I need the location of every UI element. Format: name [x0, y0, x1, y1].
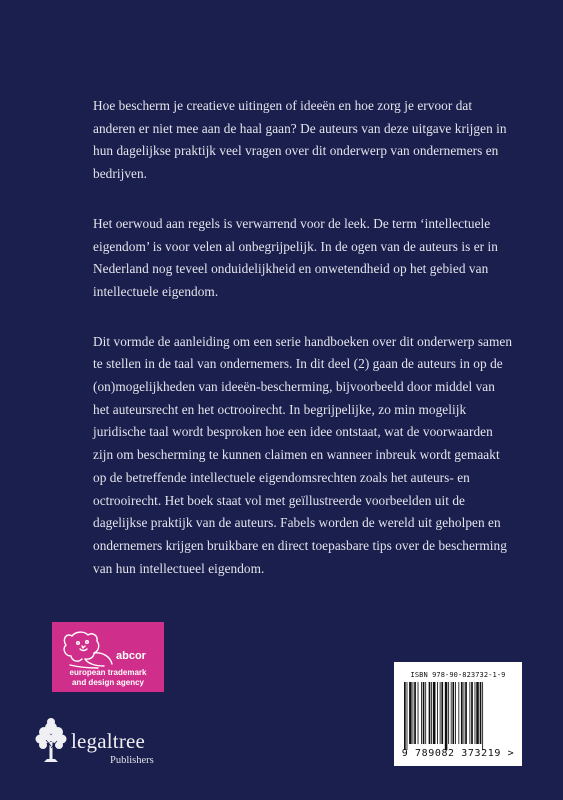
- abcor-brand: abcor: [116, 650, 146, 662]
- barcode-bar: [458, 682, 459, 744]
- barcode-bar: [471, 682, 473, 744]
- barcode-bar: [469, 682, 470, 744]
- isbn-barcode: [394, 662, 522, 766]
- barcode-bar: [431, 682, 432, 744]
- barcode-bar: [480, 682, 482, 744]
- barcode-bar: [437, 682, 438, 744]
- barcode-bar: [445, 682, 448, 750]
- barcode-bar: [448, 682, 449, 744]
- isbn-label: ISBN 978-90-823732-1-9: [410, 671, 506, 679]
- publisher-name: legaltree: [71, 729, 146, 753]
- barcode-bar: [455, 682, 456, 744]
- lion-icon: [58, 626, 116, 672]
- blurb-paragraph-1: Hoe bescherm je creatieve uitingen of ideeën en hoe zorg je ervoor dat anderen er niet mee aan de haal gaan? De auteurs van deze uitgave krijgen in hun dagelijkse praktijk veel vragen over dit onderwerp van ondernemers en bedrijven.: [93, 98, 507, 182]
- barcode-bar: [418, 682, 419, 744]
- barcode-bar: [440, 682, 441, 744]
- publisher-logo: [34, 716, 174, 774]
- barcode-bar: [423, 682, 425, 744]
- barcode-bar: [482, 682, 483, 750]
- barcode-bar: [461, 682, 463, 744]
- abcor-logo: [52, 622, 164, 692]
- barcode-bar: [441, 682, 443, 744]
- barcode-bar: [413, 682, 414, 744]
- barcode-bar: [414, 682, 416, 744]
- barcode-bar: [409, 682, 412, 744]
- barcode-bar: [476, 682, 479, 744]
- barcode-bars: [403, 682, 509, 750]
- barcode-bar: [451, 682, 452, 744]
- barcode-bar: [425, 682, 426, 744]
- blurb-text: [93, 95, 513, 607]
- barcode-bar: [433, 682, 436, 744]
- barcode-bar: [429, 682, 431, 744]
- tree-icon: [34, 716, 68, 766]
- barcode-bar: [464, 682, 465, 744]
- barcode-digits: 9 789082 373219 >: [401, 748, 515, 759]
- barcode-bar: [404, 682, 406, 750]
- blurb-paragraph-2: Het oerwoud aan regels is verwarrend voor de leek. De term ‘intellectuele eigendom’ is voor velen al onbegrijpelijk. In de ogen van de auteurs is er in Nederland nog teveel onduidelijkheid en onwetendheid op het gebied van intellectuele eigendom.: [93, 215, 498, 299]
- publisher-subtitle: Publishers: [110, 755, 154, 766]
- barcode-bar: [465, 682, 467, 744]
- barcode-bar: [475, 682, 476, 744]
- blurb-paragraph-3: Dit vormde de aanleiding om een serie handboeken over dit onderwerp samen te stellen in de taal van ondernemers. In dit deel (2) gaan de auteurs in op de (on)mogelijkheden van ideeën-bescherming, bijvoorbeeld door middel van het auteursrecht en het octrooirecht. In begrijpelijke, zo min mogelijk juridische taal wordt besproken hoe een idee ontstaat, wat de voorwaarden zijn om bescherming te kunnen claimen en wanneer inbreuk wordt gemaakt op de betreffende intellectuele eigendomsrechten zoals het auteurs- en octrooirecht. Het boek staat vol met geïllustreerde voorbeelden uit de dagelijkse praktijk van de auteurs. Fabels worden de wereld uit geholpen en ondernemers krijgen bruikbare en direct toepasbare tips over de bescherming van hun intellectueel eigendom.: [93, 333, 513, 576]
- barcode-bar: [407, 682, 408, 750]
- barcode-bar: [452, 682, 454, 744]
- abcor-tagline-line2: and design agency: [71, 678, 145, 687]
- barcode-bar: [421, 682, 422, 744]
- abcor-tagline-line1: european trademark: [69, 668, 147, 677]
- abcor-tagline: [52, 668, 164, 688]
